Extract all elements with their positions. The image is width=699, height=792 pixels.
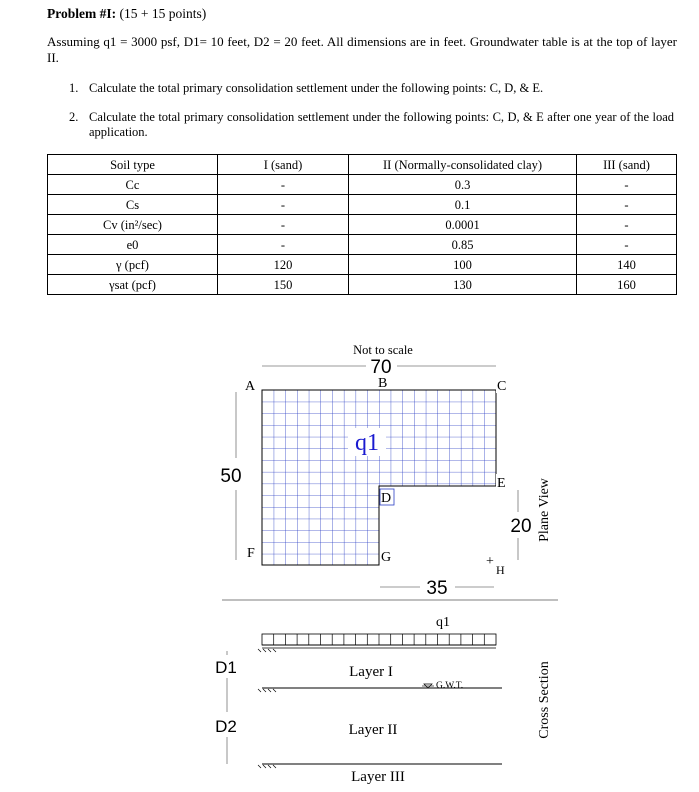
header-soil-type: Soil type — [48, 155, 218, 175]
table-row: Cs - 0.1 - — [48, 195, 677, 215]
point-g: G — [381, 550, 392, 565]
header-layer-2: II (Normally-consolidated clay) — [349, 155, 577, 175]
point-a: A — [245, 379, 256, 394]
scale-note: Not to scale — [353, 343, 413, 357]
gwt-label: G.W.T. — [436, 681, 464, 691]
dim-35: 35 — [426, 578, 448, 599]
section-load-label: q1 — [436, 615, 450, 630]
cross-section-label: Cross Section — [537, 661, 552, 739]
layer-3-label: Layer III — [351, 769, 405, 785]
table-row: γsat (pcf) 150 130 160 — [48, 275, 677, 295]
table-row: e0 - 0.85 - — [48, 235, 677, 255]
dim-50: 50 — [220, 466, 242, 487]
layer-2-label: Layer II — [348, 722, 398, 738]
problem-title: Problem #I: (15 + 15 points) — [47, 6, 207, 21]
header-layer-1: I (sand) — [218, 155, 349, 175]
question-2: 2. Calculate the total primary consolidation settlement under the following points: C, D, & E after one year of the load application. — [69, 110, 674, 139]
point-c: C — [497, 379, 507, 394]
question-1: 1. Calculate the total primary consolidation settlement under the following points: C, D, & E. — [69, 81, 544, 95]
plane-view-label: Plane View — [537, 478, 552, 542]
header-layer-3: III (sand) — [577, 155, 677, 175]
point-d: D — [381, 491, 392, 506]
problem-intro: Assuming q1 = 3000 psf, D1= 10 feet, D2 = 20 feet. All dimensions are in feet. Groundwater table is at the top of layer II. — [47, 34, 677, 65]
dim-d2: D2 — [215, 717, 237, 736]
plan-load-label: q1 — [355, 430, 379, 456]
layer-1-label: Layer I — [349, 664, 393, 680]
dim-d1: D1 — [215, 658, 237, 677]
table-row: γ (pcf) 120 100 140 — [48, 255, 677, 275]
point-f: F — [247, 546, 255, 561]
table-row: Cc - 0.3 - — [48, 175, 677, 195]
dim-20: 20 — [510, 516, 532, 537]
point-h: H — [496, 563, 505, 577]
point-b: B — [378, 376, 388, 391]
point-e: E — [497, 476, 506, 491]
point-h-marker: + — [486, 554, 494, 569]
dim-70: 70 — [370, 357, 392, 378]
table-row: Cv (in²/sec) - 0.0001 - — [48, 215, 677, 235]
